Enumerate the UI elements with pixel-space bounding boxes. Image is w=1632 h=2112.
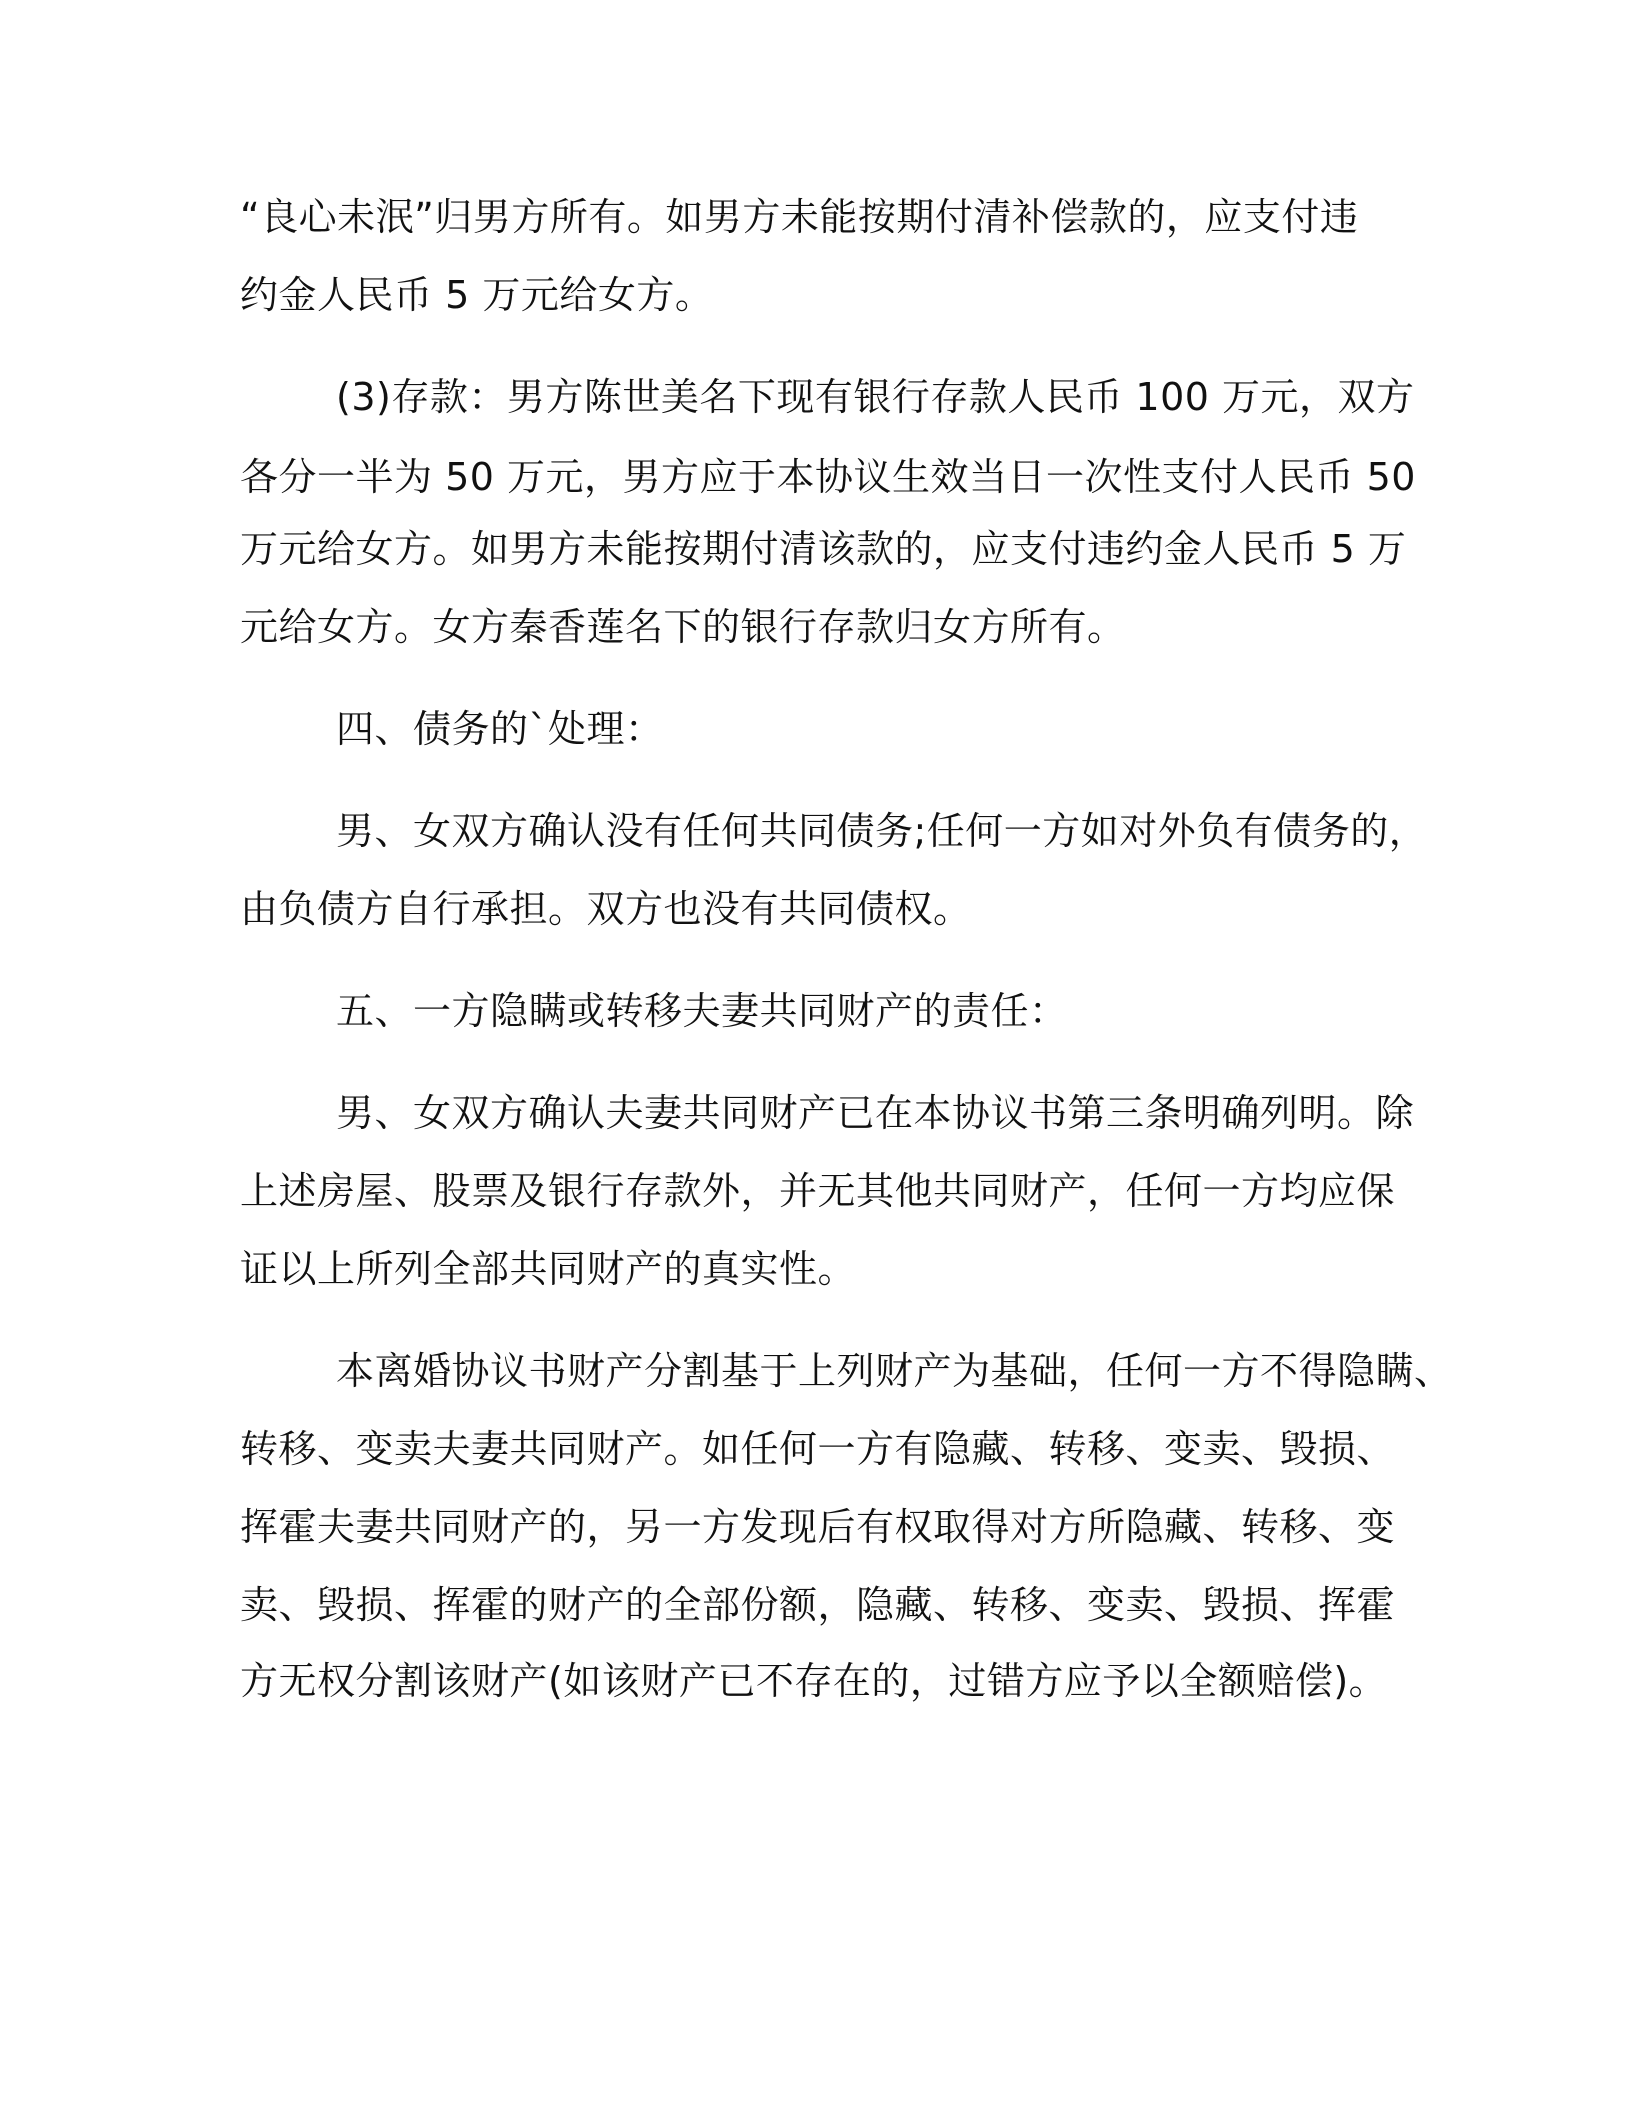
- paragraph-2-line-4: 元给女方。女方秦香莲名下的银行存款归女方所有。: [240, 605, 1126, 649]
- paragraph-4-line-1: 男、女双方确认没有任何共同债务;任何一方如对外负有债务的，: [336, 809, 1428, 853]
- paragraph-2-line-1: (3)存款：男方陈世美名下现有银行存款人民币 100 万元，双方: [336, 375, 1415, 419]
- paragraph-2-line-2: 各分一半为 50 万元，男方应于本协议生效当日一次性支付人民币 50: [240, 455, 1416, 499]
- paragraph-7-line-5: 方无权分割该财产(如该财产已不存在的，过错方应予以全额赔偿)。: [240, 1659, 1388, 1703]
- paragraph-6-line-1: 男、女双方确认夫妻共同财产已在本协议书第三条明确列明。除: [336, 1091, 1415, 1135]
- paragraph-4-line-2: 由负债方自行承担。双方也没有共同债权。: [240, 887, 972, 931]
- paragraph-7-line-2: 转移、变卖夫妻共同财产。如任何一方有隐藏、转移、变卖、毁损、: [240, 1427, 1396, 1471]
- paragraph-7-line-4: 卖、毁损、挥霍的财产的全部份额，隐藏、转移、变卖、毁损、挥霍: [240, 1583, 1396, 1627]
- section-heading-4: 四、债务的`处理：: [336, 707, 664, 751]
- paragraph-7-line-1: 本离婚协议书财产分割基于上列财产为基础，任何一方不得隐瞒、: [336, 1349, 1453, 1393]
- paragraph-2-line-3: 万元给女方。如男方未能按期付清该款的，应支付违约金人民币 5 万: [240, 527, 1407, 571]
- section-heading-5: 五、一方隐瞒或转移夫妻共同财产的责任：: [336, 989, 1068, 1033]
- paragraph-7-line-3: 挥霍夫妻共同财产的，另一方发现后有权取得对方所隐藏、转移、变: [240, 1505, 1396, 1549]
- paragraph-1-line-2: 约金人民币 5 万元给女方。: [240, 273, 714, 317]
- paragraph-6-line-2: 上述房屋、股票及银行存款外，并无其他共同财产，任何一方均应保: [240, 1169, 1396, 1213]
- paragraph-1-line-1: “良心未泯”归男方所有。如男方未能按期付清补偿款的，应支付违: [240, 195, 1359, 239]
- paragraph-6-line-3: 证以上所列全部共同财产的真实性。: [240, 1247, 857, 1291]
